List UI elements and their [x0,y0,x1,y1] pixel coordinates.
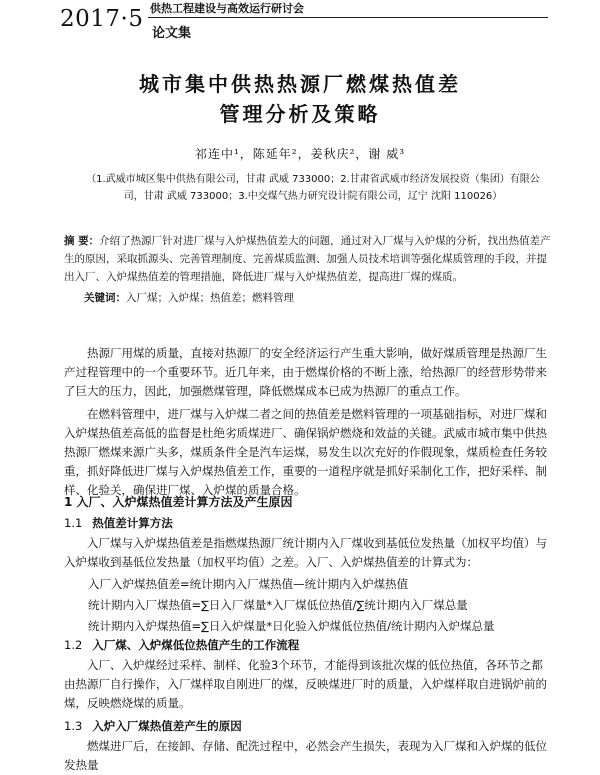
paragraph-1-3: 燃煤进厂后，在接卸、存储、配洗过程中，必然会产生损失，表现为入厂煤和入炉煤的低位发热量 [64,739,547,772]
section-1-3-heading [64,718,242,734]
header-year: 2017·5 [60,6,144,32]
abstract-text: 介绍了热源厂针对进厂煤与入炉煤热值差大的问题，通过对入厂煤与入炉煤的分析，找出热值差产生的原因，采取抓源头、完善管理制度、完善煤质监测、加强人员技术培训等强化煤质管理的手段，并提出入厂、入炉煤热值差的管理措施，降低进厂煤与入炉煤热值差，提高进厂煤的煤质。 [64,235,551,283]
keywords-label: 关键词： [84,292,126,304]
header-collection: 论文集 [152,26,192,41]
header-series: 供热工程建设与高效运行研讨会 [150,2,304,15]
abstract [64,232,552,286]
paragraph-intro-2: 在燃料管理中，进厂煤与入炉煤二者之间的热值差是燃料管理的一项基础指标，对进厂煤和入炉煤热值差高低的监督是杜绝劣质煤进厂、确保锅炉燃烧和效益的关键。武威市城市集中供热热源厂燃煤来源广头多，煤质条件全是汽车运煤，易发生以次充好的作假现象，煤质检查任务较重，抓好降低进厂煤与入炉煤热值差工作，重要的一道程序就是抓好采制化工作，把好采样、制样、化验关，确保进厂煤、入炉煤的质量合格。 [64,407,547,497]
section-1-2-number: 1.2 [64,638,83,652]
keywords-text: 入厂煤；入炉煤；热值差；燃料管理 [126,292,294,304]
affiliation: （1.武威市城区集中供热有限公司，甘肃 武威 733000；2.甘肃省武威市经济发展投资（集团）有限公司，甘肃 武威 733000；3.中交煤气热力研究设计院有限公司，辽宁 沈阳 110026） [86,174,540,202]
section-1-1-number: 1.1 [64,516,83,530]
section-1-3-number: 1.3 [64,719,83,733]
section-1-heading: 1 入厂、入炉煤热值差计算方法及产生原因 [64,495,293,509]
abstract-label: 摘 要： [64,235,100,247]
keywords [84,290,554,305]
article-title-line2: 管理分析及策略 [219,102,381,126]
paragraph-1-2: 入厂、入炉煤经过采样、制样、化验3个环节，才能得到该批次煤的低位热值，各环节之都由热源厂自行操作，入厂煤样取自刚进厂的煤，反映煤进厂时的质量，入炉煤样取自进锅炉前的煤，反映燃烧煤的质量。 [64,658,547,710]
section-1-1-title: 热值差计算方法 [92,516,173,530]
paragraph-intro-1: 热源厂用煤的质量，直接对热源厂的安全经济运行产生重大影响，做好煤质管理是热源厂生产过程管理中的一个重要环节。近几年来，由于燃煤价格的不断上涨，给热源厂的经营形势带来了巨大的压力，因此，加强燃煤管理，降低燃煤成本已成为热源厂的重点工作。 [64,346,547,398]
formula-2: 统计期内入厂煤热值=∑日入厂煤量*入厂煤低位热值/∑统计期内入厂煤总量 [88,598,468,612]
running-header [0,0,600,58]
section-1-1-heading [64,515,173,531]
paragraph-1-1: 入厂煤与入炉煤热值差是指燃煤热源厂统计期内入厂煤收到基低位发热量（加权平均值）与入炉煤收到基低位发热量（加权平均值）之差。入厂、入炉煤热值差的计算式为： [64,536,547,569]
formula-1: 入厂入炉煤热值差=统计期内入厂煤热值—统计期内入炉煤热值 [88,577,409,591]
header-rule [148,17,548,18]
section-1-2-heading [64,637,299,653]
authors: 祁连中¹，陈延年²，姜秋庆²，谢 威³ [194,147,406,161]
formula-3: 统计期内入炉煤热值=∑日入炉煤量*日化验入炉煤低位热值/统计期内入炉煤总量 [88,619,495,633]
section-1-3-title: 入炉入厂煤热值差产生的原因 [92,719,242,733]
section-1-2-title: 入厂煤、入炉煤低位热值产生的工作流程 [92,638,300,652]
article-title-line1: 城市集中供热热源厂燃煤热值差 [139,72,461,96]
